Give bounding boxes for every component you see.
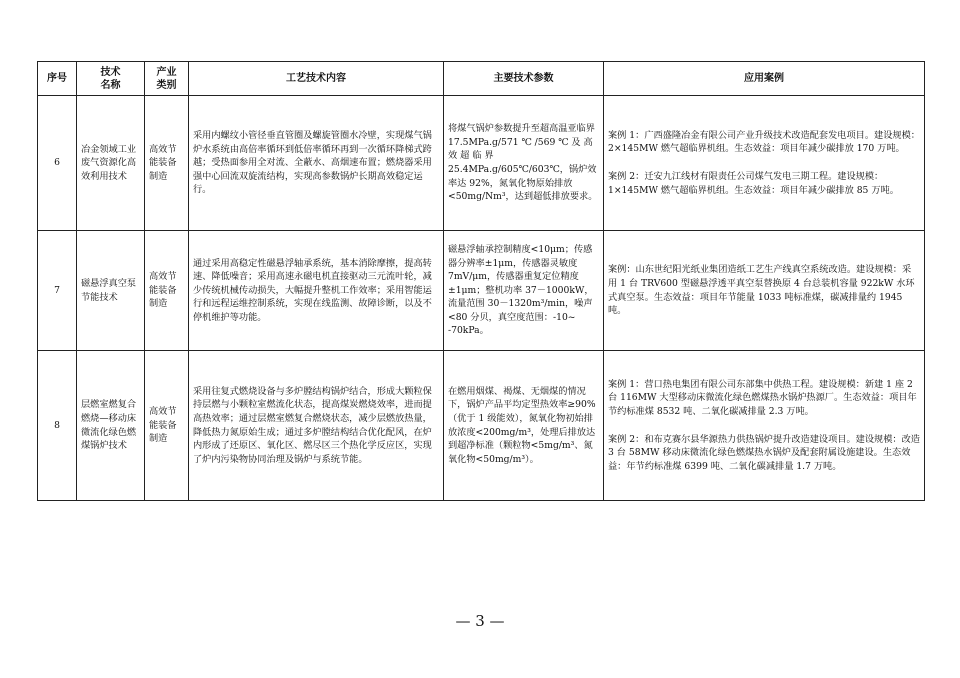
header-params: 主要技术参数 — [444, 62, 604, 96]
case-item: 案例 2：迁安九江线材有限责任公司煤气发电三期工程。建设规模：1×145MW 燃气超临界机组。生态效益：项目年减少碳排放 85 万吨。 — [608, 171, 899, 196]
case-item: 案例 1：广西盛隆冶金有限公司产业升级技术改造配套发电项目。建设规模：2×145MW 燃气超临界机组。生态效益：项目年减少碳排放 170 万吨。 — [608, 129, 920, 155]
header-no: 序号 — [38, 62, 77, 96]
application-cases — [604, 351, 925, 501]
case-item: 案例：山东世纪阳光纸业集团造纸工艺生产线真空系统改造。建设规模：采用 1 台 TRV600 型磁悬浮透平真空泵替换原 4 台总装机容量 922kW 水环式真空泵。生态效益：项目年节能量 1033 吨标准煤，碳减排量约 1945 吨。 — [608, 264, 915, 317]
technical-parameters: 在燃用烟煤、褐煤、无烟煤的情况下，锅炉产品平均定型热效率≥90%（优于 1 级能效），氮氧化物初始排放浓度<200mg/m³，处理后排放达到超净标准（颗粒物<5mg/m³、氮氧化物<50mg/m³）。 — [444, 351, 604, 501]
application-cases — [604, 231, 925, 351]
page-number: — 3 — — [455, 612, 505, 630]
technology-name: 层燃室燃复合燃烧—移动床微流化绿色燃煤锅炉技术 — [77, 351, 145, 501]
technology-name: 磁悬浮真空泵节能技术 — [77, 231, 145, 351]
header-name-text: 技术 名称 — [100, 66, 121, 91]
row-number: 7 — [38, 231, 77, 351]
process-content: 采用内螺纹小管径垂直管圈及螺旋管圈水冷壁，实现煤气锅炉水系统由高倍率循环到低倍率循环再到一次循环降梯式跨越；受热面参用全对流、全蔽水、高烟速布置；燃烧器采用强中心回流双旋流结构，实现高参数锅炉长期高效稳定运行。 — [189, 96, 444, 231]
technical-parameters: 将煤气锅炉参数提升至超高温亚临界 17.5MPa.g/571 ℃ /569 ℃ 及 高 效 超 临 界 25.4MPa.g/605℃/603℃，锅炉效率达 92%，氮氧化物原始排放<50mg/Nm³，达到超低排放要求。 — [444, 96, 604, 231]
industry-category: 高效节能装备制造 — [145, 96, 189, 231]
header-name — [77, 62, 145, 96]
industry-category: 高效节能装备制造 — [145, 351, 189, 501]
table-row — [38, 351, 925, 501]
technical-parameters: 磁悬浮轴承控制精度<10μm；传感器分辨率±1μm，传感器灵敏度 7mV/μm，传感器重复定位精度±1μm；整机功率 37－1000kW，流量范围 30－1320m³/min，噪声<80 分贝，真空度范围：-10~ -70kPa。 — [444, 231, 604, 351]
header-process: 工艺技术内容 — [189, 62, 444, 96]
table-header-row — [38, 62, 925, 96]
row-number: 6 — [38, 96, 77, 231]
row-number: 8 — [38, 351, 77, 501]
table-row — [38, 231, 925, 351]
header-cases: 应用案例 — [604, 62, 925, 96]
header-category — [145, 62, 189, 96]
technology-table — [37, 61, 925, 501]
process-content: 通过采用高稳定性磁悬浮轴承系统，基本消除摩擦，提高转速、降低噪音；采用高速永磁电机直接驱动三元流叶轮，减少传统机械传动损失，大幅提升整机工作效率；采用智能运行和远程运维控制系统，实现在线监测、故障诊断，以及不停机维护等功能。 — [189, 231, 444, 351]
technology-name: 冶金领域工业废气资源化高效利用技术 — [77, 96, 145, 231]
process-content: 采用往复式燃烧设备与多炉膛结构锅炉结合，形成大颗粒保持层燃与小颗粒室燃流化状态，提高煤炭燃烧效率，进而提高热效率；通过层燃室燃复合燃烧状态，减少层燃放热量，降低热力氮原始生成；通过多炉膛结构结合优化配风，在炉内形成了还原区、氧化区、燃尽区三个热化学反应区，实现了炉内污染物协同治理及锅炉与系统节能。 — [189, 351, 444, 501]
industry-category: 高效节能装备制造 — [145, 231, 189, 351]
table-row — [38, 96, 925, 231]
application-cases — [604, 96, 925, 231]
case-item: 案例 2：和布克赛尔县华源热力供热锅炉提升改造建设项目。建设规模：改造 3 台 58MW 移动床微流化绿色燃煤热水锅炉及配套附属设施建设。生态效益：年节约标准煤 6399 吨、二氧化碳减排量 1.7 万吨。 — [608, 433, 920, 472]
case-item: 案例 1：营口热电集团有限公司东部集中供热工程。建设规模：新建 1 座 2 台 116MW 大型移动床微流化绿色燃煤热水锅炉热源厂。生态效益：项目年节约标准煤 8532 吨、二氧化碳减排量 2.3 万吨。 — [608, 378, 917, 417]
header-category-text: 产业 类别 — [156, 66, 177, 91]
